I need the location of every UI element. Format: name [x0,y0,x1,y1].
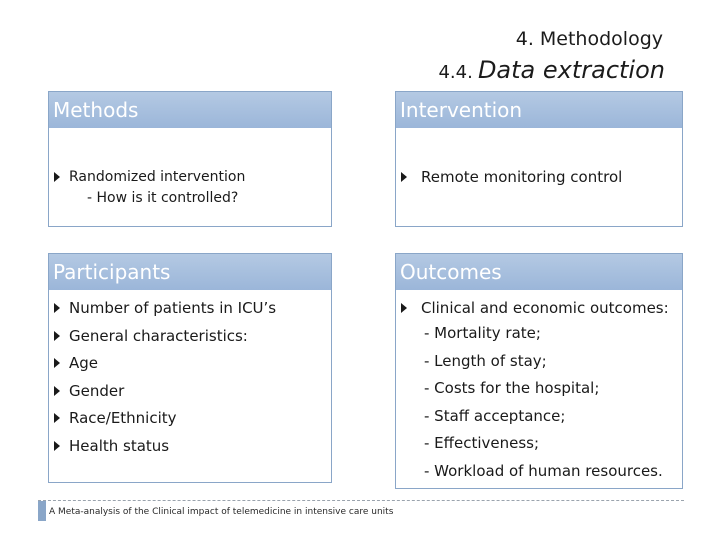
outcome-sub-item: - Workload of human resources. [424,461,663,480]
outcome-sub-item: - Staff acceptance; [424,406,566,425]
bullet-arrow-icon [54,331,60,341]
outcome-sub-item: - Mortality rate; [424,324,541,342]
methods-panel [48,91,332,227]
intervention-list [396,166,682,194]
footer-marker [38,501,46,521]
outcomes-sub-list [424,324,663,489]
bullet-arrow-icon [54,441,60,451]
methods-sub-item: - How is it controlled? [87,190,239,206]
intervention-header: Intervention [396,92,682,128]
list-item: Race/Ethnicity [49,407,331,435]
list-item: Gender [49,380,331,408]
bullet-arrow-icon [401,303,407,313]
list-item: Remote monitoring control [396,166,682,194]
page-title [438,56,665,84]
intervention-panel [395,91,683,227]
bullet-arrow-icon [54,358,60,368]
methods-header: Methods [49,92,331,128]
list-item: Clinical and economic outcomes: [396,297,682,325]
list-item: Health status [49,435,331,463]
bullet-arrow-icon [54,303,60,313]
list-item: Age [49,352,331,380]
outcomes-list [396,297,682,325]
title-number: 4.4. [438,62,473,83]
footer-divider [38,500,684,501]
participants-header: Participants [49,254,331,290]
outcome-sub-item: - Effectiveness; [424,434,540,452]
title-text: Data extraction [477,56,665,84]
participants-list [49,297,331,462]
list-item: Randomized intervention [49,166,331,194]
list-item: Number of patients in ICU’s [49,297,331,325]
bullet-arrow-icon [54,386,60,396]
outcome-sub-item: - Length of stay; [424,351,547,370]
bullet-arrow-icon [54,172,60,182]
outcomes-header: Outcomes [396,254,682,290]
outcome-sub-item: - Costs for the hospital; [424,379,600,397]
footer-text: A Meta-analysis of the Clinical impact of telemedicine in intensive care units [49,507,394,517]
participants-panel [48,253,332,483]
outcomes-panel [395,253,683,489]
bullet-arrow-icon [54,413,60,423]
list-item: General characteristics: [49,325,331,353]
section-label: 4. Methodology [515,28,663,50]
bullet-arrow-icon [401,172,407,182]
